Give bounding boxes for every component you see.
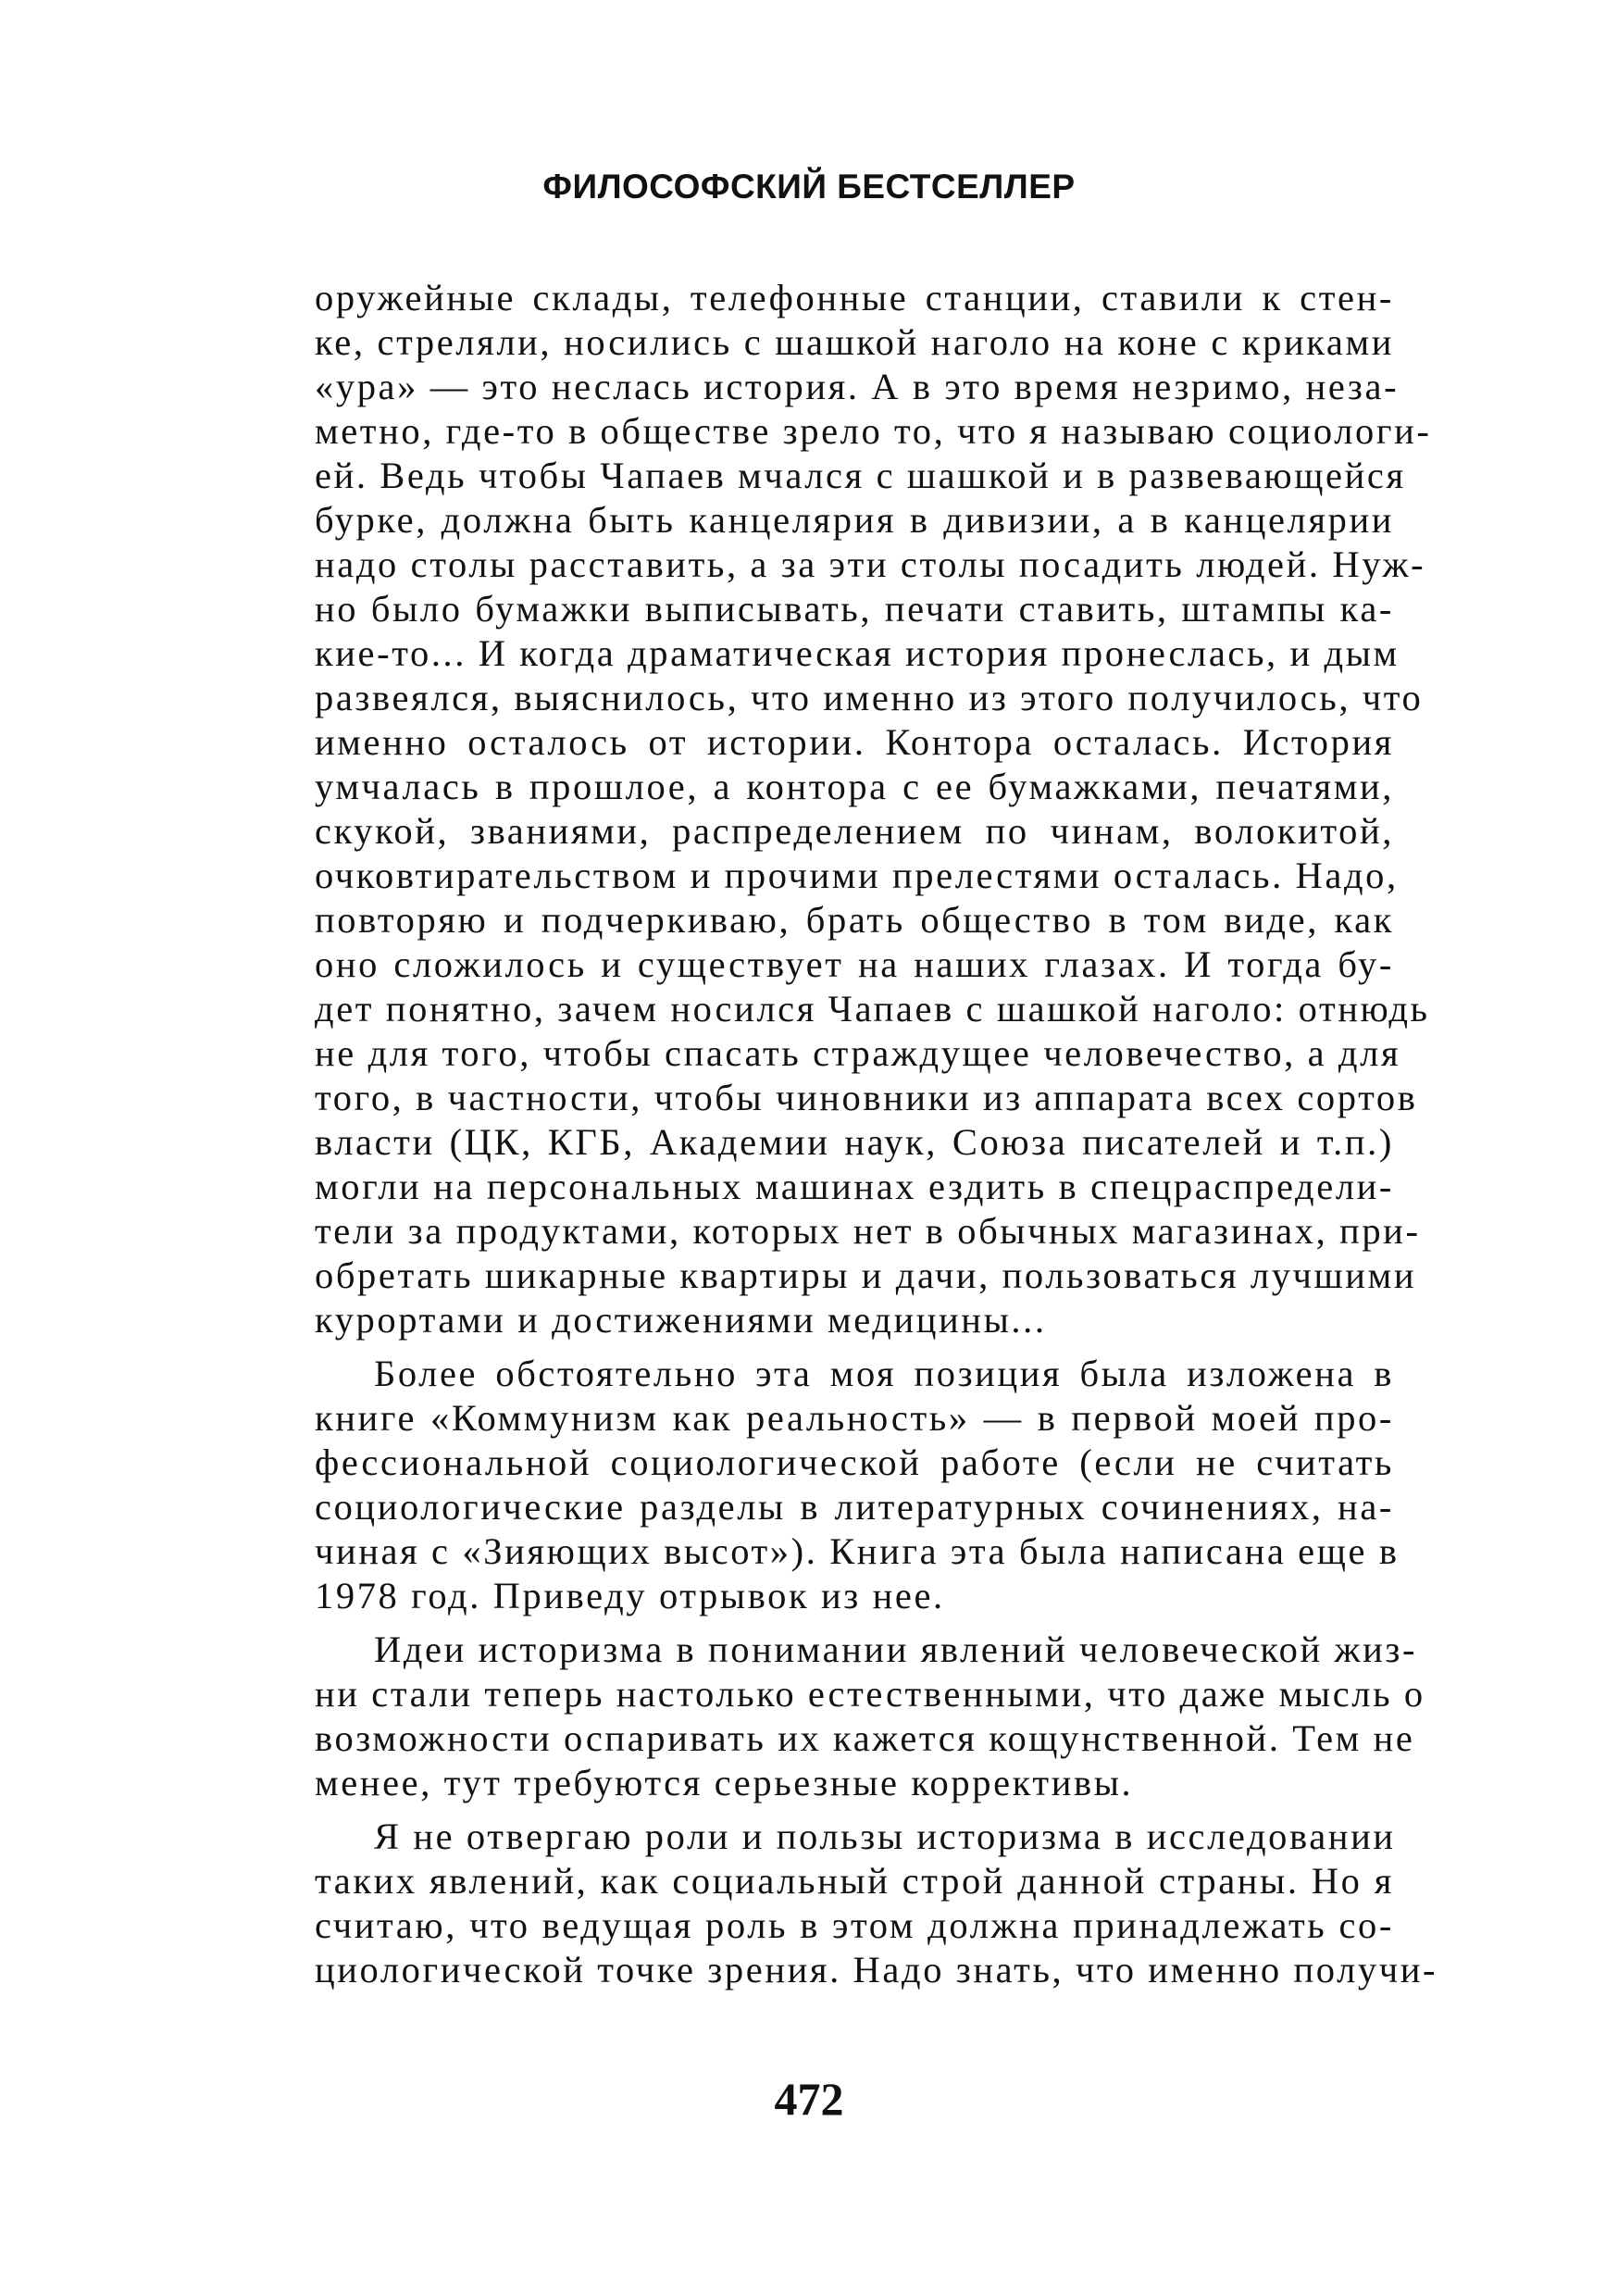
paragraph-2: [315, 1352, 1400, 1618]
text-line: Идеи историзма в понимании явлений человеческой жиз-: [374, 1628, 1418, 1670]
text-line: тели за продуктами, которых нет в обычных магазинах, при-: [315, 1210, 1421, 1252]
paragraph-1: [315, 276, 1432, 1342]
text-line: именно осталось от истории. Контора осталась. История: [315, 721, 1394, 763]
text-line: менее, тут требуются серьезные коррективы.: [315, 1762, 1134, 1803]
text-line: оно сложилось и существует на наших глазах. И тогда бу-: [315, 943, 1394, 985]
text-line: власти (ЦК, КГБ, Академии наук, Союза писателей и т.п.): [315, 1121, 1394, 1163]
text-line: 1978 год. Приведу отрывок из нее.: [315, 1575, 945, 1616]
text-line: надо столы расставить, а за эти столы посадить людей. Нуж-: [315, 543, 1426, 585]
body-text: [315, 276, 1438, 1992]
text-line: очковтирательством и прочими прелестями осталась. Надо,: [315, 855, 1399, 896]
page-number: 472: [774, 2073, 844, 2125]
text-line: оружейные склады, телефонные станции, ставили к стен-: [315, 277, 1394, 318]
text-line: повторяю и подчеркиваю, брать общество в том виде, как: [315, 899, 1394, 941]
text-line: таких явлений, как социальный строй данной страны. Но я: [315, 1860, 1394, 1902]
text-line: не для того, чтобы спасать страждущее человечество, а для: [315, 1032, 1401, 1074]
text-line: ке, стреляли, носились с шашкой наголо на коне с криками: [315, 321, 1394, 363]
text-line: Я не отвергаю роли и пользы историзма в исследовании: [374, 1816, 1396, 1857]
text-line: фессиональной социологической работе (если не считать: [315, 1441, 1394, 1483]
text-line: социологические разделы в литературных сочинениях, на-: [315, 1486, 1394, 1528]
paragraph-4: [315, 1815, 1438, 1992]
text-line: возможности оспаривать их кажется кощунственной. Тем не: [315, 1717, 1415, 1759]
text-line: того, в частности, чтобы чиновники из аппарата всех сортов: [315, 1077, 1418, 1118]
text-line: чиная с «Зияющих высот»). Книга эта была написана еще в: [315, 1530, 1400, 1572]
text-line: ни стали теперь настолько естественными, что даже мысль о: [315, 1673, 1425, 1715]
text-line: скукой, званиями, распределением по чинам, волокитой,: [315, 810, 1394, 852]
text-line: но было бумажки выписывать, печати ставить, штампы ка-: [315, 588, 1394, 630]
text-line: ей. Ведь чтобы Чапаев мчался с шашкой и в развевающейся: [315, 455, 1406, 496]
text-line: дет понятно, зачем носился Чапаев с шашкой наголо: отнюдь: [315, 988, 1430, 1029]
text-line: считаю, что ведущая роль в этом должна принадлежать со-: [315, 1904, 1394, 1946]
text-line: умчалась в прошлое, а контора с ее бумажками, печатями,: [315, 766, 1394, 807]
text-line: циологической точке зрения. Надо знать, что именно получи-: [315, 1949, 1438, 1990]
text-line: развеялся, выяснилось, что именно из этого получилось, что: [315, 677, 1424, 718]
text-line: «ура» — это неслась история. А в это время незримо, неза-: [315, 366, 1400, 407]
text-line: книге «Коммунизм как реальность» — в первой моей про-: [315, 1397, 1394, 1439]
text-line: метно, где-то в обществе зрело то, что я называю социологи-: [315, 410, 1432, 452]
text-line: Более обстоятельно эта моя позиция была изложена в: [374, 1353, 1394, 1394]
paragraph-3: [315, 1628, 1425, 1805]
text-line: курортами и достижениями медицины...: [315, 1299, 1047, 1341]
running-header: ФИЛОСОФСКИЙ БЕСТСЕЛЛЕР: [542, 168, 1076, 206]
text-line: могли на персональных машинах ездить в спецраспредели-: [315, 1166, 1394, 1207]
text-line: бурке, должна быть канцелярия в дивизии, а в канцелярии: [315, 499, 1394, 541]
text-line: кие-то... И когда драматическая история пронеслась, и дым: [315, 632, 1400, 674]
text-line: обретать шикарные квартиры и дачи, пользоваться лучшими: [315, 1254, 1417, 1296]
